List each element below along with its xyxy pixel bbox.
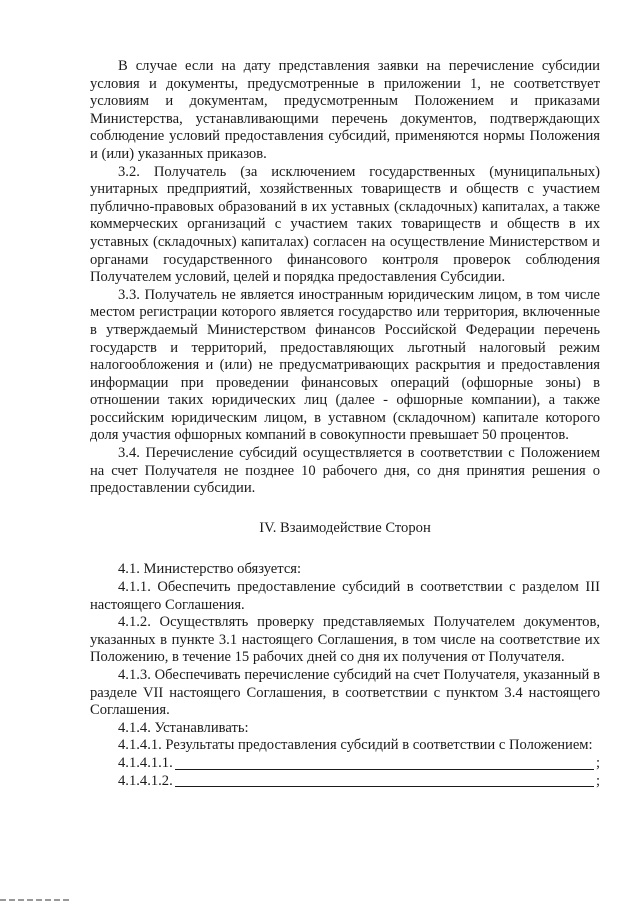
blank-underline	[175, 774, 594, 787]
paragraph-4-1-4: 4.1.4. Устанавливать:	[118, 719, 249, 736]
fill-line-4-1-4-1-2	[90, 773, 600, 791]
paragraph-3-4: 3.4. Перечисление субсидий осуществляется в соответствии с Положением на счет Получателя не позднее 10 рабочего дня, со дня принятия решения о предоставлении субсидии.	[90, 445, 600, 497]
fill-line-label: 4.1.4.1.2.	[118, 772, 173, 789]
paragraph-4-1: 4.1. Министерство обязуется:	[118, 561, 302, 578]
fill-line-label: 4.1.4.1.1.	[118, 754, 173, 771]
document-page	[90, 58, 600, 790]
paragraph-4-1-3: 4.1.3. Обеспечивать перечисление субсидий на счет Получателя, указанный в разделе VII настоящего Соглашения, в соответствии с пунктом 3.4 настоящего Соглашения.	[90, 667, 600, 719]
scan-edge-mark	[0, 899, 70, 901]
paragraph-3-3: 3.3. Получатель не является иностранным юридическим лицом, в том числе местом регистрации которого является государство или территория, включенные в утверждаемый Министерством финансов Российской Федерации перечень государств и территорий, предоставляющих льготный налоговый режим налогообложения и (или) не предусматривающих раскрытия и предоставления информации при проведении финансовых операций (офшорные зоны) в отношении таких юридических лиц (далее - офшорные компании), а также российским юридическим лицом, в уставном (складочном) капитале которого доля участия офшорных компаний в совокупности превышает 50 процентов.	[90, 286, 600, 444]
fill-line-end: ;	[595, 754, 600, 771]
fill-line-end: ;	[595, 772, 600, 789]
paragraph-4-1-4-1: 4.1.4.1. Результаты предоставления субсидий в соответствии с Положением:	[118, 737, 593, 754]
fill-line-4-1-4-1-1	[90, 755, 600, 773]
paragraph-conditions-note: В случае если на дату представления заявки на перечисление субсидии условия и документы, предусмотренные в приложении 1, не соответствует условиям и документам, предусмотренным Положением и приказами Министерства, устанавливающими перечень документов, подтверждающих соблюдение условий предоставления субсидий, применяются нормы Положения и (или) указанных приказов.	[90, 58, 600, 162]
paragraph-4-1-1: 4.1.1. Обеспечить предоставление субсидий в соответствии с разделом III настоящего Соглашения.	[90, 579, 600, 613]
section-heading: IV. Взаимодействие Сторон	[259, 519, 431, 536]
blank-underline	[175, 757, 594, 770]
paragraph-3-2: 3.2. Получатель (за исключением государственных (муниципальных) унитарных предприятий, хозяйственных товариществ и обществ с участием публично-правовых образований в их уставных (складочных) капиталах, а также коммерческих организаций с участием таких товариществ и обществ в их уставных (складочных) капиталах) согласен на осуществление Министерством и органами государственного финансового контроля проверок соблюдения Получателем условий, целей и порядка предоставления Субсидии.	[90, 163, 600, 286]
paragraph-4-1-2: 4.1.2. Осуществлять проверку представляемых Получателем документов, указанных в пункте 3.1 настоящего Соглашения, в том числе на соответствие их Положению, в течение 15 рабочих дней со дня их получения от Получателя.	[90, 614, 600, 666]
